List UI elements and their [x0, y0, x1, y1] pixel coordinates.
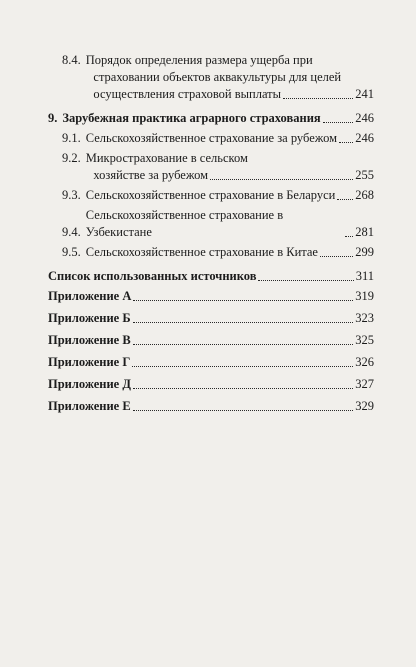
toc-entry[interactable] [48, 354, 374, 371]
table-of-contents [48, 52, 374, 420]
toc-entry-title: осуществления страховой выплаты [93, 87, 282, 101]
toc-entry[interactable] [48, 207, 374, 241]
toc-entry[interactable] [48, 332, 374, 349]
toc-page-number: 326 [355, 355, 374, 369]
toc-entry-number: 9.2. [62, 151, 81, 165]
leader-dots [345, 236, 353, 237]
leader-dots [133, 300, 353, 301]
toc-entry[interactable] [48, 310, 374, 327]
leader-dots [323, 122, 354, 123]
toc-page-number: 327 [355, 377, 374, 391]
toc-page-number: 323 [355, 311, 374, 325]
toc-entry-number: 9.5. [62, 245, 81, 259]
toc-entry-number: 9.1. [62, 131, 81, 145]
toc-entry-number: 9.3. [62, 188, 81, 202]
toc-page-number: 268 [355, 188, 374, 202]
toc-entry-title: Список использованных источников [48, 269, 257, 283]
toc-entry-title: Сельскохозяйственное страхование за рубежом [85, 131, 337, 145]
toc-entry[interactable] [48, 244, 374, 261]
toc-entry[interactable] [48, 398, 374, 415]
toc-page-number: 255 [355, 168, 374, 182]
leader-dots [210, 179, 353, 180]
toc-entry-title: страховании объектов аквакультуры для целей [93, 70, 342, 84]
toc-entry-title: Микрострахование в сельском [85, 151, 248, 165]
toc-entry-title: Сельскохозяйственное страхование в Китае [85, 245, 318, 259]
toc-page-number: 299 [355, 245, 374, 259]
toc-entry-title: Приложение Е [48, 399, 131, 413]
toc-page-number: 241 [355, 87, 374, 101]
leader-dots [133, 410, 354, 411]
toc-entry-number: 9. [48, 111, 58, 125]
leader-dots [133, 388, 353, 389]
toc-page-number: 311 [355, 269, 374, 283]
leader-dots [133, 344, 354, 345]
toc-entry-title: Приложение Д [48, 377, 131, 391]
toc-entry-title: Сельскохозяйственное страхование в Беларуси [85, 188, 336, 202]
toc-entry-title: Порядок определения размера ущерба при [85, 53, 313, 67]
leader-dots [337, 199, 353, 200]
toc-entry[interactable] [48, 52, 374, 103]
toc-entry-number: 9.4. [62, 225, 81, 239]
toc-entry[interactable] [48, 110, 374, 127]
toc-entry[interactable] [48, 288, 374, 305]
toc-entry[interactable] [48, 376, 374, 393]
toc-page-number: 329 [355, 399, 374, 413]
toc-page-number: 325 [355, 333, 374, 347]
toc-entry[interactable] [48, 130, 374, 147]
toc-entry-title: Приложение Б [48, 311, 131, 325]
leader-dots [133, 322, 354, 323]
leader-dots [132, 366, 353, 367]
toc-entry[interactable] [48, 187, 374, 204]
leader-dots [320, 256, 353, 257]
toc-entry-title: Приложение А [48, 289, 132, 303]
toc-entry-title: Зарубежная практика аграрного страхования [62, 111, 321, 125]
toc-page-number: 246 [355, 131, 374, 145]
toc-entry-number: 8.4. [62, 53, 81, 67]
leader-dots [339, 142, 353, 143]
toc-page-number: 319 [355, 289, 374, 303]
toc-entry-title: Приложение В [48, 333, 131, 347]
toc-page-number: 281 [355, 225, 374, 239]
toc-entry-title: Сельскохозяйственное страхование в Узбекистане [85, 208, 284, 239]
toc-entry-title: Приложение Г [48, 355, 131, 369]
leader-dots [283, 98, 353, 99]
toc-entry[interactable] [48, 268, 374, 285]
toc-page-number: 246 [355, 111, 374, 125]
toc-entry[interactable] [48, 150, 374, 184]
toc-entry-title: хозяйстве за рубежом [93, 168, 209, 182]
leader-dots [258, 280, 353, 281]
